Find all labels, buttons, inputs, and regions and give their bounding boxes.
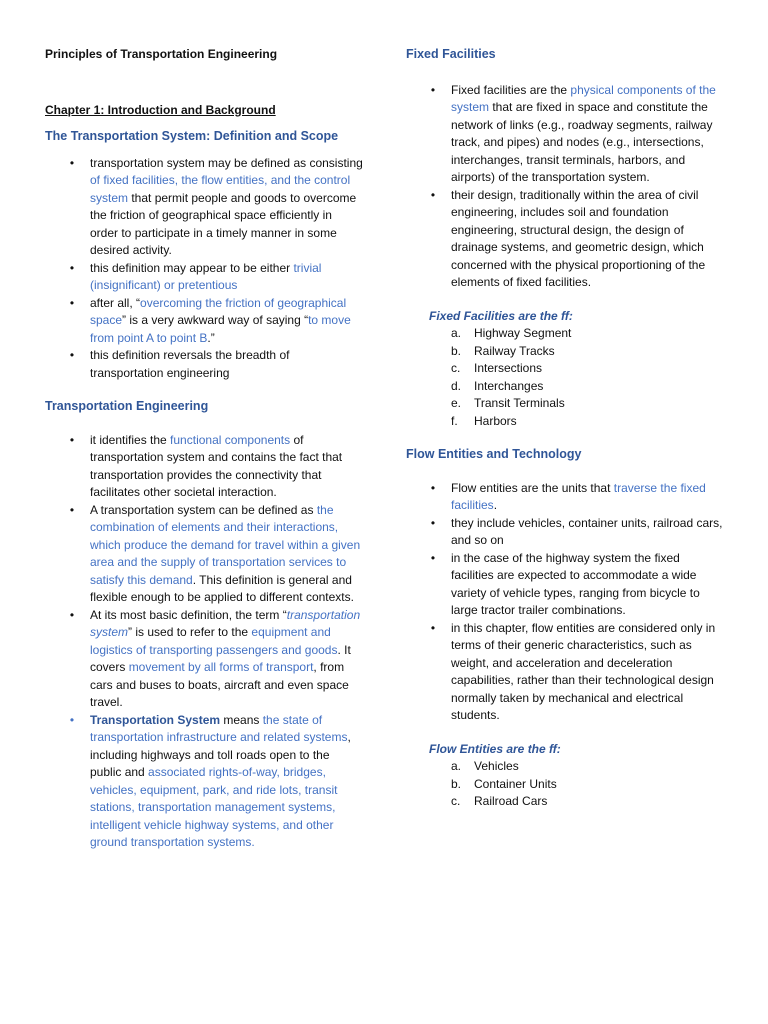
- list-item: b. Container Units: [451, 776, 557, 791]
- fixed-facilities-list: [406, 325, 724, 430]
- list-item: c. Railroad Cars: [451, 794, 548, 808]
- list-item: • they include vehicles, container units, railroad cars, and so on: [406, 515, 724, 550]
- bullet-icon: •: [69, 260, 75, 275]
- bullet-icon: •: [430, 82, 436, 97]
- list-item: • transportation system may be defined as consisting of fixed facilities, the flow entities, and the control system that permit people and goods to overcome the friction of geographical space efficiently in order to participate in a timely manner in some desired activity.: [45, 155, 363, 260]
- section-heading-flow-entities: Flow Entities and Technology: [406, 447, 582, 461]
- list-item: • Fixed facilities are the physical components of the system that are fixed in space and constitute the network of links (e.g., roadway segments, railway track, and pipes) and nodes (e.g., intersections, interchanges, transit terminals, harbors, and airports) of the transportation system.: [406, 82, 724, 187]
- flow-entities-list-heading: Flow Entities are the ff:: [429, 741, 561, 756]
- flow-entities-list: [406, 758, 724, 811]
- list-item: b. Railway Tracks: [451, 343, 555, 358]
- list-item: • this definition may appear to be either trivial (insignificant) or pretentious: [45, 260, 363, 295]
- list-item: e. Transit Terminals: [451, 396, 565, 410]
- list-item: • Flow entities are the units that traverse the fixed facilities.: [406, 480, 724, 515]
- list-item: • after all, “overcoming the friction of geographical space” is a very awkward way of saying “to move from point A to point B.”: [45, 295, 363, 348]
- list-item: • Transportation System means the state of transportation infrastructure and related systems, including highways and toll roads open to the public and associated rights-of-way, bridges, vehicles, equipment, park, and ride lots, transit stations, transportation management systems, intelligent vehicle highway systems, and other ground transportation systems.: [45, 712, 363, 852]
- bullet-icon: •: [430, 620, 436, 635]
- bullet-icon: •: [430, 515, 436, 530]
- bullet-icon: •: [69, 295, 75, 310]
- list-item: f. Harbors: [451, 413, 517, 428]
- list-item: a. Vehicles: [451, 759, 519, 773]
- list-item: • their design, traditionally within the area of civil engineering, includes soil and foundation engineering, structural design, the design of drainage systems, and geometric design, which concerned with the physical proportioning of the elements of fixed facilities.: [406, 187, 724, 292]
- bullet-icon: •: [430, 550, 436, 565]
- section-heading-fixed-facilities: Fixed Facilities: [406, 47, 496, 61]
- list-item: d. Interchanges: [451, 378, 544, 393]
- bullet-list-fixed-facilities: [406, 82, 724, 292]
- bullet-icon: •: [69, 712, 75, 727]
- bullet-list-transportation-system: [45, 155, 363, 383]
- document-title: Principles of Transportation Engineering: [45, 47, 278, 61]
- left-column: [45, 46, 363, 862]
- bullet-list-flow-entities: [406, 480, 724, 725]
- list-item: a. Highway Segment: [451, 326, 572, 340]
- fixed-facilities-list-heading: Fixed Facilities are the ff:: [429, 308, 573, 323]
- list-item: • this definition reversals the breadth of transportation engineering: [45, 347, 363, 382]
- list-item: • in the case of the highway system the fixed facilities are expected to accommodate a wide variety of vehicle types, ranging from bicycle to large tractor trailer combinations.: [406, 550, 724, 620]
- bullet-icon: •: [69, 607, 75, 622]
- section-heading-transportation-system: The Transportation System: Definition and Scope: [45, 129, 339, 143]
- bullet-icon: •: [430, 480, 436, 495]
- bullet-list-transportation-engineering: [45, 432, 363, 852]
- list-item: c. Intersections: [451, 361, 543, 375]
- list-item: • it identifies the functional components of transportation system and contains the fact that transportation provides the connectivity that facilitates other societal interaction.: [45, 432, 363, 502]
- bullet-icon: •: [69, 348, 75, 362]
- bullet-icon: •: [69, 502, 75, 517]
- chapter-title: Chapter 1: Introduction and Background: [45, 102, 276, 117]
- section-heading-transportation-engineering: Transportation Engineering: [45, 399, 209, 413]
- list-item: • At its most basic definition, the term “transportation system” is used to refer to the equipment and logistics of transporting passengers and goods. It covers movement by all forms of transport, from cars and buses to boats, aircraft and even space travel.: [45, 607, 363, 712]
- right-column: [406, 46, 724, 821]
- bullet-icon: •: [69, 432, 75, 447]
- bullet-icon: •: [430, 187, 436, 202]
- list-item: • in this chapter, flow entities are considered only in terms of their generic characteristics, such as weight, and acceleration and deceleration capabilities, rather than their technological design normally taken by mechanical and electrical students.: [406, 620, 724, 725]
- bullet-icon: •: [69, 155, 75, 170]
- list-item: • A transportation system can be defined as the combination of elements and their interactions, which produce the demand for travel within a given area and the supply of transportation services to satisfy this demand. This definition is general and flexible enough to be applied to different contexts.: [45, 502, 363, 607]
